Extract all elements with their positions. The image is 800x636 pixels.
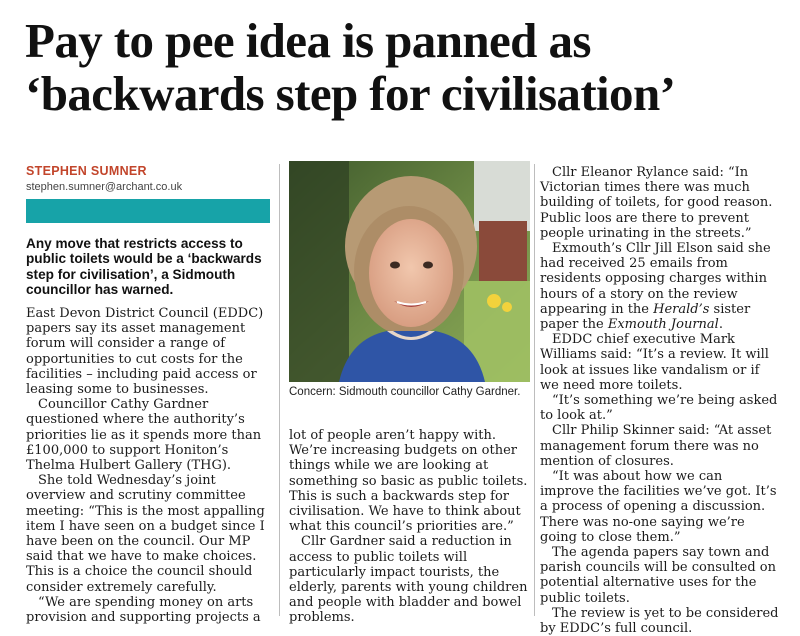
headline xyxy=(25,14,785,120)
councillor-photo xyxy=(289,161,530,382)
column1-paragraph: She told Wednesday’s joint overview and scrutiny committee meeting: “This is the most appalling item I have seen on a budget since I have been on the council. Our MP said that we have to make choices. This is a choice the council should consider extremely carefully. xyxy=(26,473,265,595)
article-column-1 xyxy=(26,306,272,625)
herald-title: Herald’s xyxy=(653,301,710,317)
column1-paragraph: Councillor Cathy Gardner questioned where the authority’s priorities lie as it spends more than £100,000 to support Honiton’s Thelma Hulbert Gallery (THG). xyxy=(26,397,262,474)
exmouth-journal-title: Exmouth Journal xyxy=(607,317,719,333)
councillor-portrait-image xyxy=(289,161,530,382)
intro-standfirst: Any move that restricts access to public toilets would be a ‘backwards step for civilisation’, a Sidmouth councillor has warned. xyxy=(26,236,262,298)
column3-paragraph: “It’s something we’re being asked to look at.” xyxy=(540,393,778,424)
accent-bar xyxy=(26,199,270,223)
byline-email: stephen.sumner@archant.co.uk xyxy=(26,181,183,193)
column3-paragraph: “It was about how we can improve the facilities we’ve got. It’s a process of opening a discussion. There was no-one saying we’re going to close them.” xyxy=(540,469,777,545)
column3-paragraph: Cllr Eleanor Rylance said: “In Victorian times there was much building of toilets, for good reason. Public loos are there to prevent people urinating in the streets.” xyxy=(540,165,773,241)
column3-paragraph: The review is yet to be considered by EDDC’s full council. xyxy=(540,605,779,636)
article-column-3 xyxy=(540,165,780,636)
article-column-2 xyxy=(289,428,529,626)
photo-caption: Concern: Sidmouth councillor Cathy Gardner. xyxy=(289,386,521,398)
column3-paragraph: EDDC chief executive Mark Williams said: “It’s a review. It will look at issues like vandalism or if we need more toilets. xyxy=(540,332,769,393)
column1-paragraph: “We are spending money on arts provision and supporting projects a xyxy=(26,594,261,626)
column-rule-1 xyxy=(279,164,280,616)
column3-paragraph: Exmouth’s Cllr Jill Elson said she had received 25 emails from residents opposing charges within hours of a story on the review appearing in the Herald’s sister paper the Exmouth Journal. xyxy=(540,241,771,333)
column2-paragraph: Cllr Gardner said a reduction in access to public toilets will particularly impact tourists, the elderly, parents with young children and people with bladder and bowel problems. xyxy=(289,534,528,626)
column3-paragraph: The agenda papers say town and parish councils will be consulted on potential alternative uses for the public toilets. xyxy=(540,545,777,606)
byline-author: STEPHEN SUMNER xyxy=(26,164,147,178)
column-rule-2 xyxy=(534,164,535,616)
column1-paragraph: East Devon District Council (EDDC) papers say its asset management forum will consider a range of opportunities to cut costs for the facilities – including paid access or leasing some to businesses. xyxy=(26,306,264,398)
column2-paragraph: lot of people aren’t happy with. We’re increasing budgets on other things while we are looking at something so basic as public toilets. This is such a backwards step for civilisation. We have to think about what this council’s priorities are.” xyxy=(289,428,528,535)
column3-paragraph: Cllr Philip Skinner said: “At asset management forum there was no mention of closures. xyxy=(540,423,772,469)
headline-line-1: Pay to pee idea is panned as xyxy=(25,13,591,68)
headline-line-2: ‘backwards step for civilisation’ xyxy=(25,66,676,121)
